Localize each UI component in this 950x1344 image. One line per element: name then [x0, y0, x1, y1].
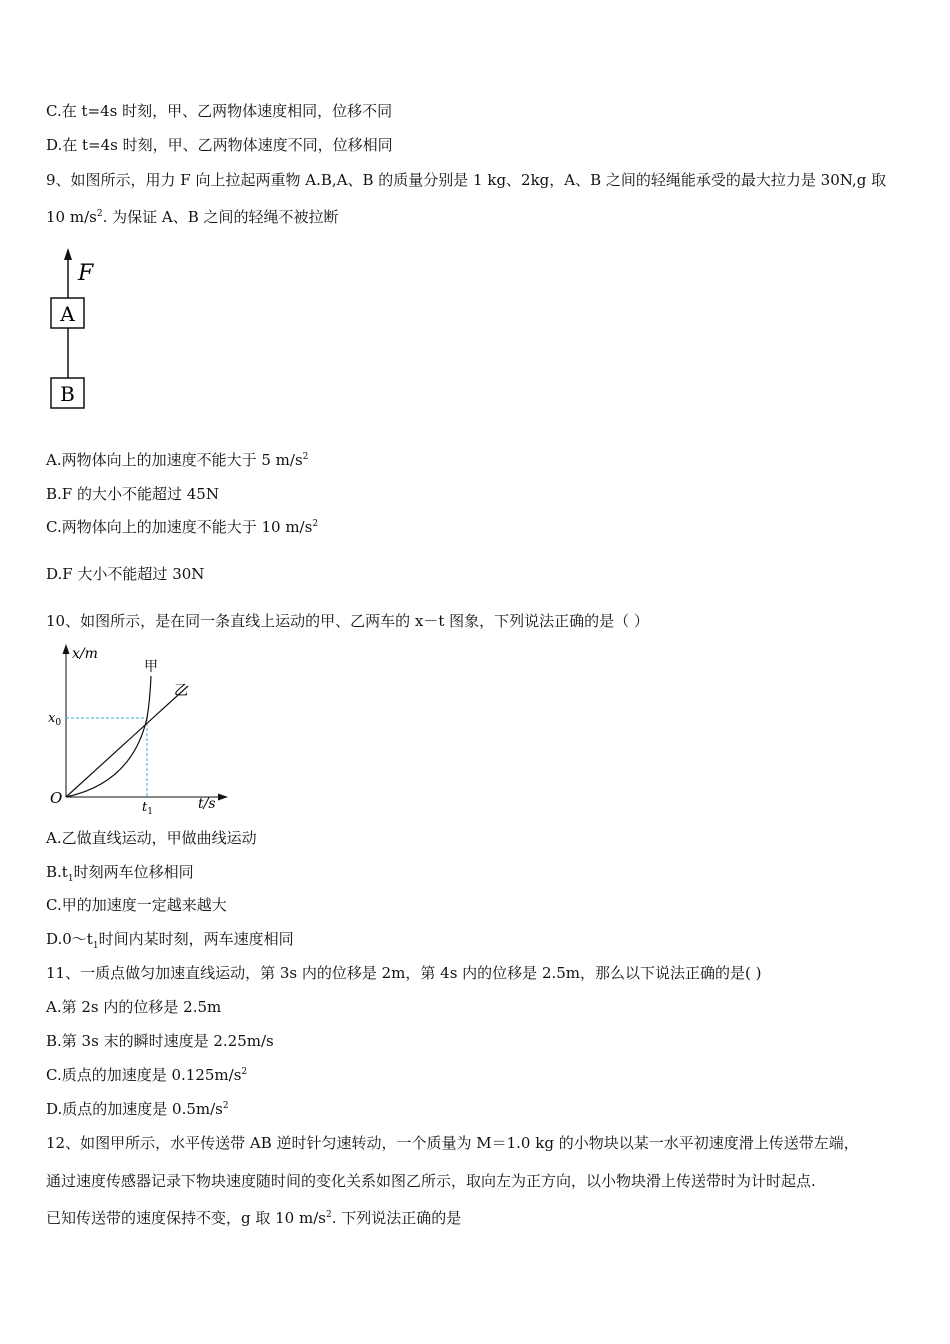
option-9c: [46, 517, 318, 537]
force-arrow-head: [64, 248, 72, 260]
question-11-text: 11、一质点做匀加速直线运动，第 3s 内的位移是 2m，第 4s 内的位移是 2.5m，那么以下说法正确的是( ): [46, 964, 762, 982]
origin-label: O: [50, 789, 63, 807]
curve-yi-label: 乙: [174, 683, 188, 699]
superscript: 2: [96, 209, 103, 219]
superscript: 2: [302, 452, 309, 462]
option-10a: A.乙做直线运动，甲做曲线运动: [46, 829, 257, 847]
superscript: 2: [222, 1101, 229, 1111]
option-10d: [46, 929, 294, 956]
block-b-label: B: [60, 382, 75, 406]
option-11b: B.第 3s 末的瞬时速度是 2.25m/s: [46, 1032, 274, 1050]
text-part: D.0～t: [46, 930, 93, 948]
x0-letter: x: [48, 711, 56, 726]
subscript: 1: [92, 941, 99, 951]
text-part: . 为保证 A、B 之间的轻绳不被拉断: [102, 208, 339, 226]
text-part: 10 m/s: [46, 208, 97, 226]
text-part: B.t: [46, 863, 68, 881]
text-part: D.质点的加速度是 0.5m/s: [46, 1100, 223, 1118]
question-9-text-cont: [46, 207, 339, 227]
superscript: 2: [325, 1210, 332, 1220]
figure-10-xt-graph: [40, 640, 240, 820]
x-axis-arrow: [218, 794, 228, 801]
superscript: 2: [312, 519, 319, 529]
force-label: F: [78, 261, 94, 286]
curve-jia-label: 甲: [144, 659, 158, 675]
option-10b: [46, 862, 194, 889]
option-10c: C.甲的加速度一定越来越大: [46, 896, 227, 914]
text-part: . 下列说法正确的是: [331, 1209, 462, 1227]
x0-subscript: 0: [55, 718, 62, 728]
x-axis-label: t/s: [198, 796, 216, 812]
option-11a: A.第 2s 内的位移是 2.5m: [46, 998, 222, 1016]
text-part: A.两物体向上的加速度不能大于 5 m/s: [46, 451, 303, 469]
option-9d: D.F 大小不能超过 30N: [46, 565, 205, 583]
question-9-text: 9、如图所示，用力 F 向上拉起两重物 A.B,A、B 的质量分别是 1 kg、2kg，A、B 之间的轻绳能承受的最大拉力是 30N,g 取: [46, 171, 887, 189]
text-part: 时刻两车位移相同: [73, 863, 194, 881]
y-axis-arrow: [63, 644, 70, 654]
option-9b: B.F 的大小不能超过 45N: [46, 485, 219, 503]
question-12-text-cont2: [46, 1208, 461, 1228]
text-part: C.两物体向上的加速度不能大于 10 m/s: [46, 518, 313, 536]
text-part: C.质点的加速度是 0.125m/s: [46, 1066, 242, 1084]
block-a-label: A: [60, 302, 75, 326]
text-part: 时间内某时刻，两车速度相同: [98, 930, 294, 948]
question-10-text: 10、如图所示，是在同一条直线上运动的甲、乙两车的 x－t 图象，下列说法正确的是（ ）: [46, 612, 649, 630]
subscript: 1: [67, 874, 74, 884]
t1-subscript: 1: [147, 807, 153, 817]
option-11c: [46, 1065, 247, 1085]
y-axis-label: x/m: [72, 646, 98, 662]
superscript: 2: [241, 1067, 248, 1077]
option-9c-prev: C.在 t=4s 时刻，甲、乙两物体速度相同，位移不同: [46, 102, 393, 120]
option-9a: [46, 450, 308, 470]
question-12-text-cont: 通过速度传感器记录下物块速度随时间的变化关系如图乙所示，取向左为正方向，以小物块滑上传送带时为计时起点.: [46, 1172, 816, 1190]
figure-9-blocks: [40, 240, 120, 415]
t1-label: [142, 800, 153, 817]
text-part: 已知传送带的速度保持不变，g 取 10 m/s: [46, 1209, 326, 1227]
option-9d-prev: D.在 t=4s 时刻，甲、乙两物体速度不同，位移相同: [46, 136, 393, 154]
t1-letter: t: [142, 800, 148, 815]
question-12-text: 12、如图甲所示，水平传送带 AB 逆时针匀速转动，一个质量为 M＝1.0 kg 的小物块以某一水平初速度滑上传送带左端，: [46, 1134, 859, 1152]
curve-yi-line: [66, 686, 188, 797]
x0-label: [48, 711, 61, 728]
curve-jia-path: [66, 676, 151, 797]
option-11d: [46, 1099, 229, 1119]
